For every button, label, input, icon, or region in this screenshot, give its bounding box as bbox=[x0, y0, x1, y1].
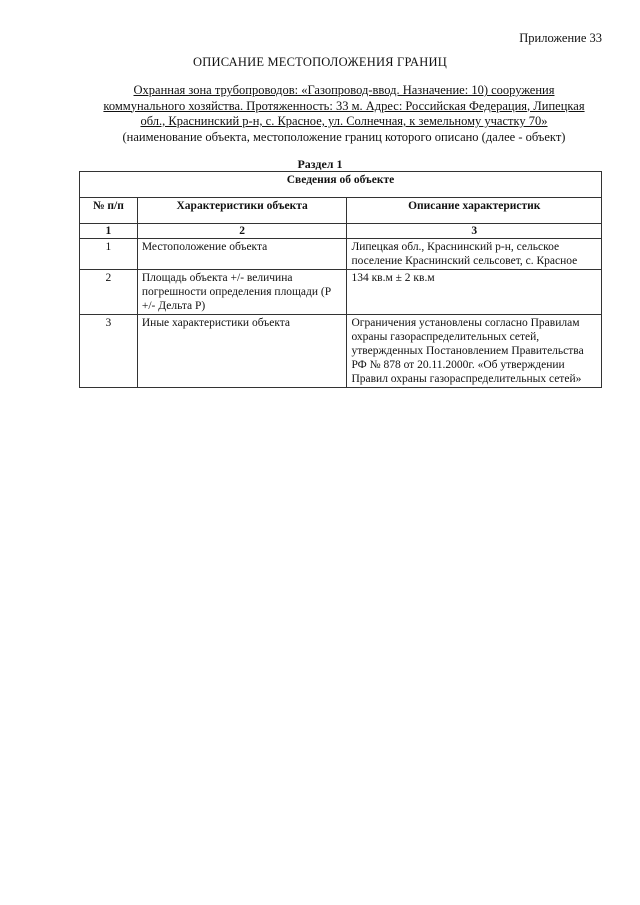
column-number-3: 3 bbox=[347, 224, 602, 239]
object-name-line-2: коммунального хозяйства. Протяженность: 33 м. Адрес: Российская Федерация, Липецкая bbox=[103, 98, 585, 113]
table-header-row bbox=[80, 198, 602, 224]
row-number: 2 bbox=[80, 270, 138, 315]
table-row bbox=[80, 270, 602, 315]
row-characteristic: Иные характеристики объекта bbox=[137, 315, 347, 388]
row-number: 3 bbox=[80, 315, 138, 388]
row-characteristic: Площадь объекта +/- величина погрешности определения площади (Р +/- Дельта Р) bbox=[137, 270, 347, 315]
table-row bbox=[80, 239, 602, 270]
column-number-2: 2 bbox=[137, 224, 347, 239]
column-number-row bbox=[80, 224, 602, 239]
row-description: Ограничения установлены согласно Правилам охраны газораспределительных сетей, утвержденных Постановлением Правительства РФ № 878 от 20.11.2000г. «Об утверждении Правил охраны газораспределительных сетей» bbox=[347, 315, 602, 388]
table-row bbox=[80, 315, 602, 388]
appendix-label: Приложение 33 bbox=[519, 31, 602, 45]
row-number: 1 bbox=[80, 239, 138, 270]
object-info-table bbox=[79, 171, 602, 388]
table-caption: Сведения об объекте bbox=[80, 172, 602, 198]
object-description bbox=[86, 83, 602, 145]
section-title: Раздел 1 bbox=[297, 157, 343, 171]
object-name-line-1: Охранная зона трубопроводов: «Газопровод-ввод. Назначение: 10) сооружения bbox=[133, 83, 555, 97]
object-caption: (наименование объекта, местоположение границ которого описано (далее - объект) bbox=[122, 129, 566, 144]
row-description: 134 кв.м ± 2 кв.м bbox=[347, 270, 602, 315]
column-header-description: Описание характеристик bbox=[347, 198, 602, 224]
row-characteristic: Местоположение объекта bbox=[137, 239, 347, 270]
column-header-number: № п/п bbox=[80, 198, 138, 224]
table-caption-row bbox=[80, 172, 602, 198]
column-number-1: 1 bbox=[80, 224, 138, 239]
row-description: Липецкая обл., Краснинский р-н, сельское поселение Краснинский сельсовет, с. Красное bbox=[347, 239, 602, 270]
document-title: ОПИСАНИЕ МЕСТОПОЛОЖЕНИЯ ГРАНИЦ bbox=[193, 55, 447, 69]
column-header-characteristic: Характеристики объекта bbox=[137, 198, 347, 224]
object-name-line-3: обл., Краснинский р-н, с. Красное, ул. Солнечная, к земельному участку 70» bbox=[140, 114, 548, 128]
